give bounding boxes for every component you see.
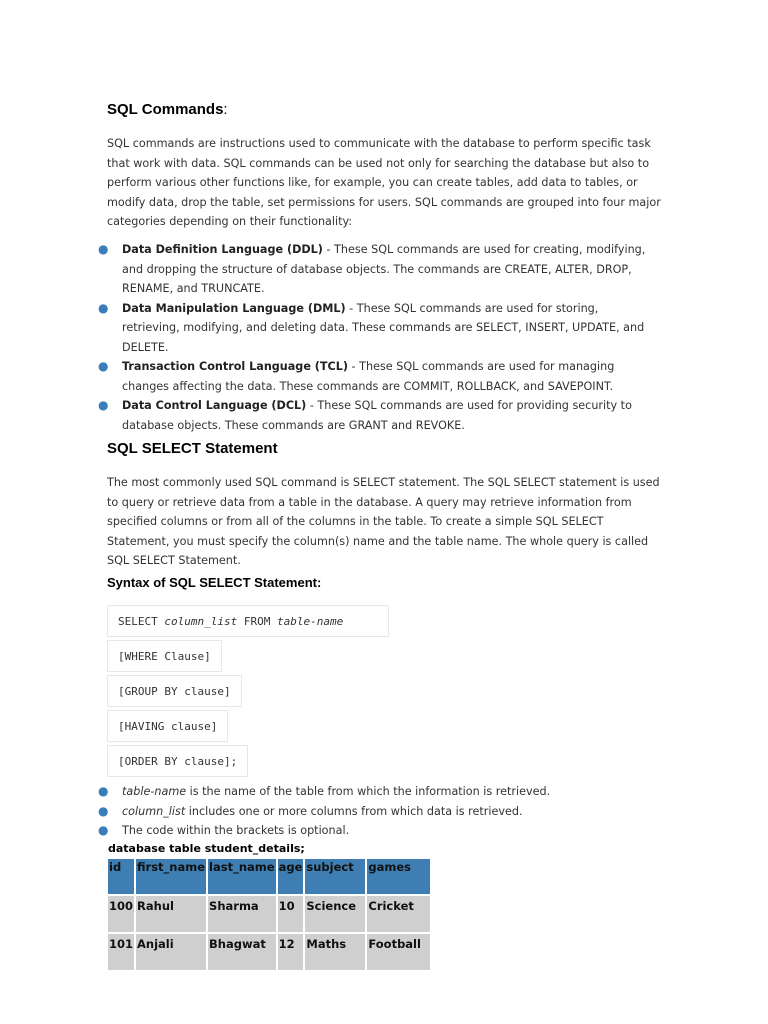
column-header: id xyxy=(108,859,134,894)
table-caption: database table student_details; xyxy=(108,842,305,855)
sql-select-heading: SQL SELECT Statement xyxy=(107,440,278,457)
list-item-dml: ● Data Manipulation Language (DML) - These SQL commands are used for storing, retrieving, modifying, and deleting data. These commands are SELECT, INSERT, UPDATE, and DELETE. xyxy=(98,300,645,354)
column-header: age xyxy=(278,859,304,894)
table-cell: Science xyxy=(305,896,365,932)
code-order-by-line: [ORDER BY clause]; xyxy=(107,745,248,777)
list-item-note: ● table-name is the name of the table from which the information is retrieved. xyxy=(0,782,660,802)
code-having-line: [HAVING clause] xyxy=(107,710,228,742)
bullet-icon: ● xyxy=(98,359,109,373)
code-select-line: SELECT column_list FROM table-name xyxy=(107,605,389,637)
intro-line: to query or retrieve data from a table in the database. A query may retrieve information from xyxy=(107,495,632,509)
list-item-ddl: ● Data Definition Language (DDL) - These SQL commands are used for creating, modifying, and dropping the structure of database objects. The commands are CREATE, ALTER, DROP, RENAME, and TRUNCATE. xyxy=(98,242,646,295)
table-cell: 100 xyxy=(108,896,134,932)
intro-line: modify data, drop the table, set permissions for users. SQL commands are grouped into four major xyxy=(107,195,661,209)
table-header-row xyxy=(108,859,430,894)
list-item-dcl: ● Data Control Language (DCL) - These SQL commands are used for providing security to database objects. These commands are GRANT and REVOKE. xyxy=(98,398,632,432)
bullet-icon: ● xyxy=(98,242,109,256)
bullet-icon: ● xyxy=(98,300,109,315)
bullet-icon: ● xyxy=(98,784,109,798)
list-item-note: ● column_list includes one or more columns from which data is retrieved. xyxy=(0,802,660,822)
table-cell: Rahul xyxy=(136,896,206,932)
table-cell: Football xyxy=(367,934,430,970)
column-header: first_name xyxy=(136,859,206,894)
sql-commands-heading: SQL Commands: xyxy=(107,101,228,118)
intro-line: SQL commands are instructions used to communicate with the database to perform specific task xyxy=(107,137,651,150)
list-item-tcl: ● Transaction Control Language (TCL) - These SQL commands are used for managing changes affecting the data. These commands are COMMIT, ROLLBACK, and SAVEPOINT. xyxy=(98,359,615,393)
column-header: games xyxy=(367,859,430,894)
intro-line: SQL SELECT Statement. xyxy=(107,554,241,567)
sql-commands-intro xyxy=(107,134,667,232)
code-where-line: [WHERE Clause] xyxy=(107,640,222,672)
table-cell: Sharma xyxy=(208,896,276,932)
column-header: last_name xyxy=(208,859,276,894)
sql-select-intro xyxy=(107,473,667,571)
syntax-notes-list xyxy=(0,782,660,841)
bullet-icon: ● xyxy=(98,803,109,818)
sql-command-categories-list xyxy=(0,240,660,435)
table-row xyxy=(108,896,430,932)
intro-line: The most commonly used SQL command is SELECT statement. The SQL SELECT statement is used xyxy=(107,476,660,489)
column-header: subject xyxy=(305,859,365,894)
table-row xyxy=(108,934,430,970)
syntax-heading: Syntax of SQL SELECT Statement: xyxy=(107,575,322,590)
table-cell: Maths xyxy=(305,934,365,970)
bullet-icon: ● xyxy=(98,823,109,837)
table-cell: Cricket xyxy=(367,896,430,932)
intro-line: that work with data. SQL commands can be used not only for searching the database but also to xyxy=(107,156,650,170)
table-cell: Anjali xyxy=(136,934,206,970)
student-details-table xyxy=(106,857,432,972)
table-cell: 10 xyxy=(278,896,304,932)
intro-line: perform various other functions like, for example, you can create tables, add data to tables, or xyxy=(107,176,638,189)
code-group-by-line: [GROUP BY clause] xyxy=(107,675,242,707)
list-item-note: ● The code within the brackets is optional. xyxy=(0,821,660,841)
intro-line: Statement, you must specify the column(s) name and the table name. The whole query is called xyxy=(107,534,649,548)
bullet-icon: ● xyxy=(98,398,109,412)
table-cell: 101 xyxy=(108,934,134,970)
table-cell: Bhagwat xyxy=(208,934,276,970)
table-cell: 12 xyxy=(278,934,304,970)
intro-line: specified columns or from all of the columns in the table. To create a simple SQL SELECT xyxy=(107,515,604,528)
intro-line: categories depending on their functionality: xyxy=(107,215,353,228)
